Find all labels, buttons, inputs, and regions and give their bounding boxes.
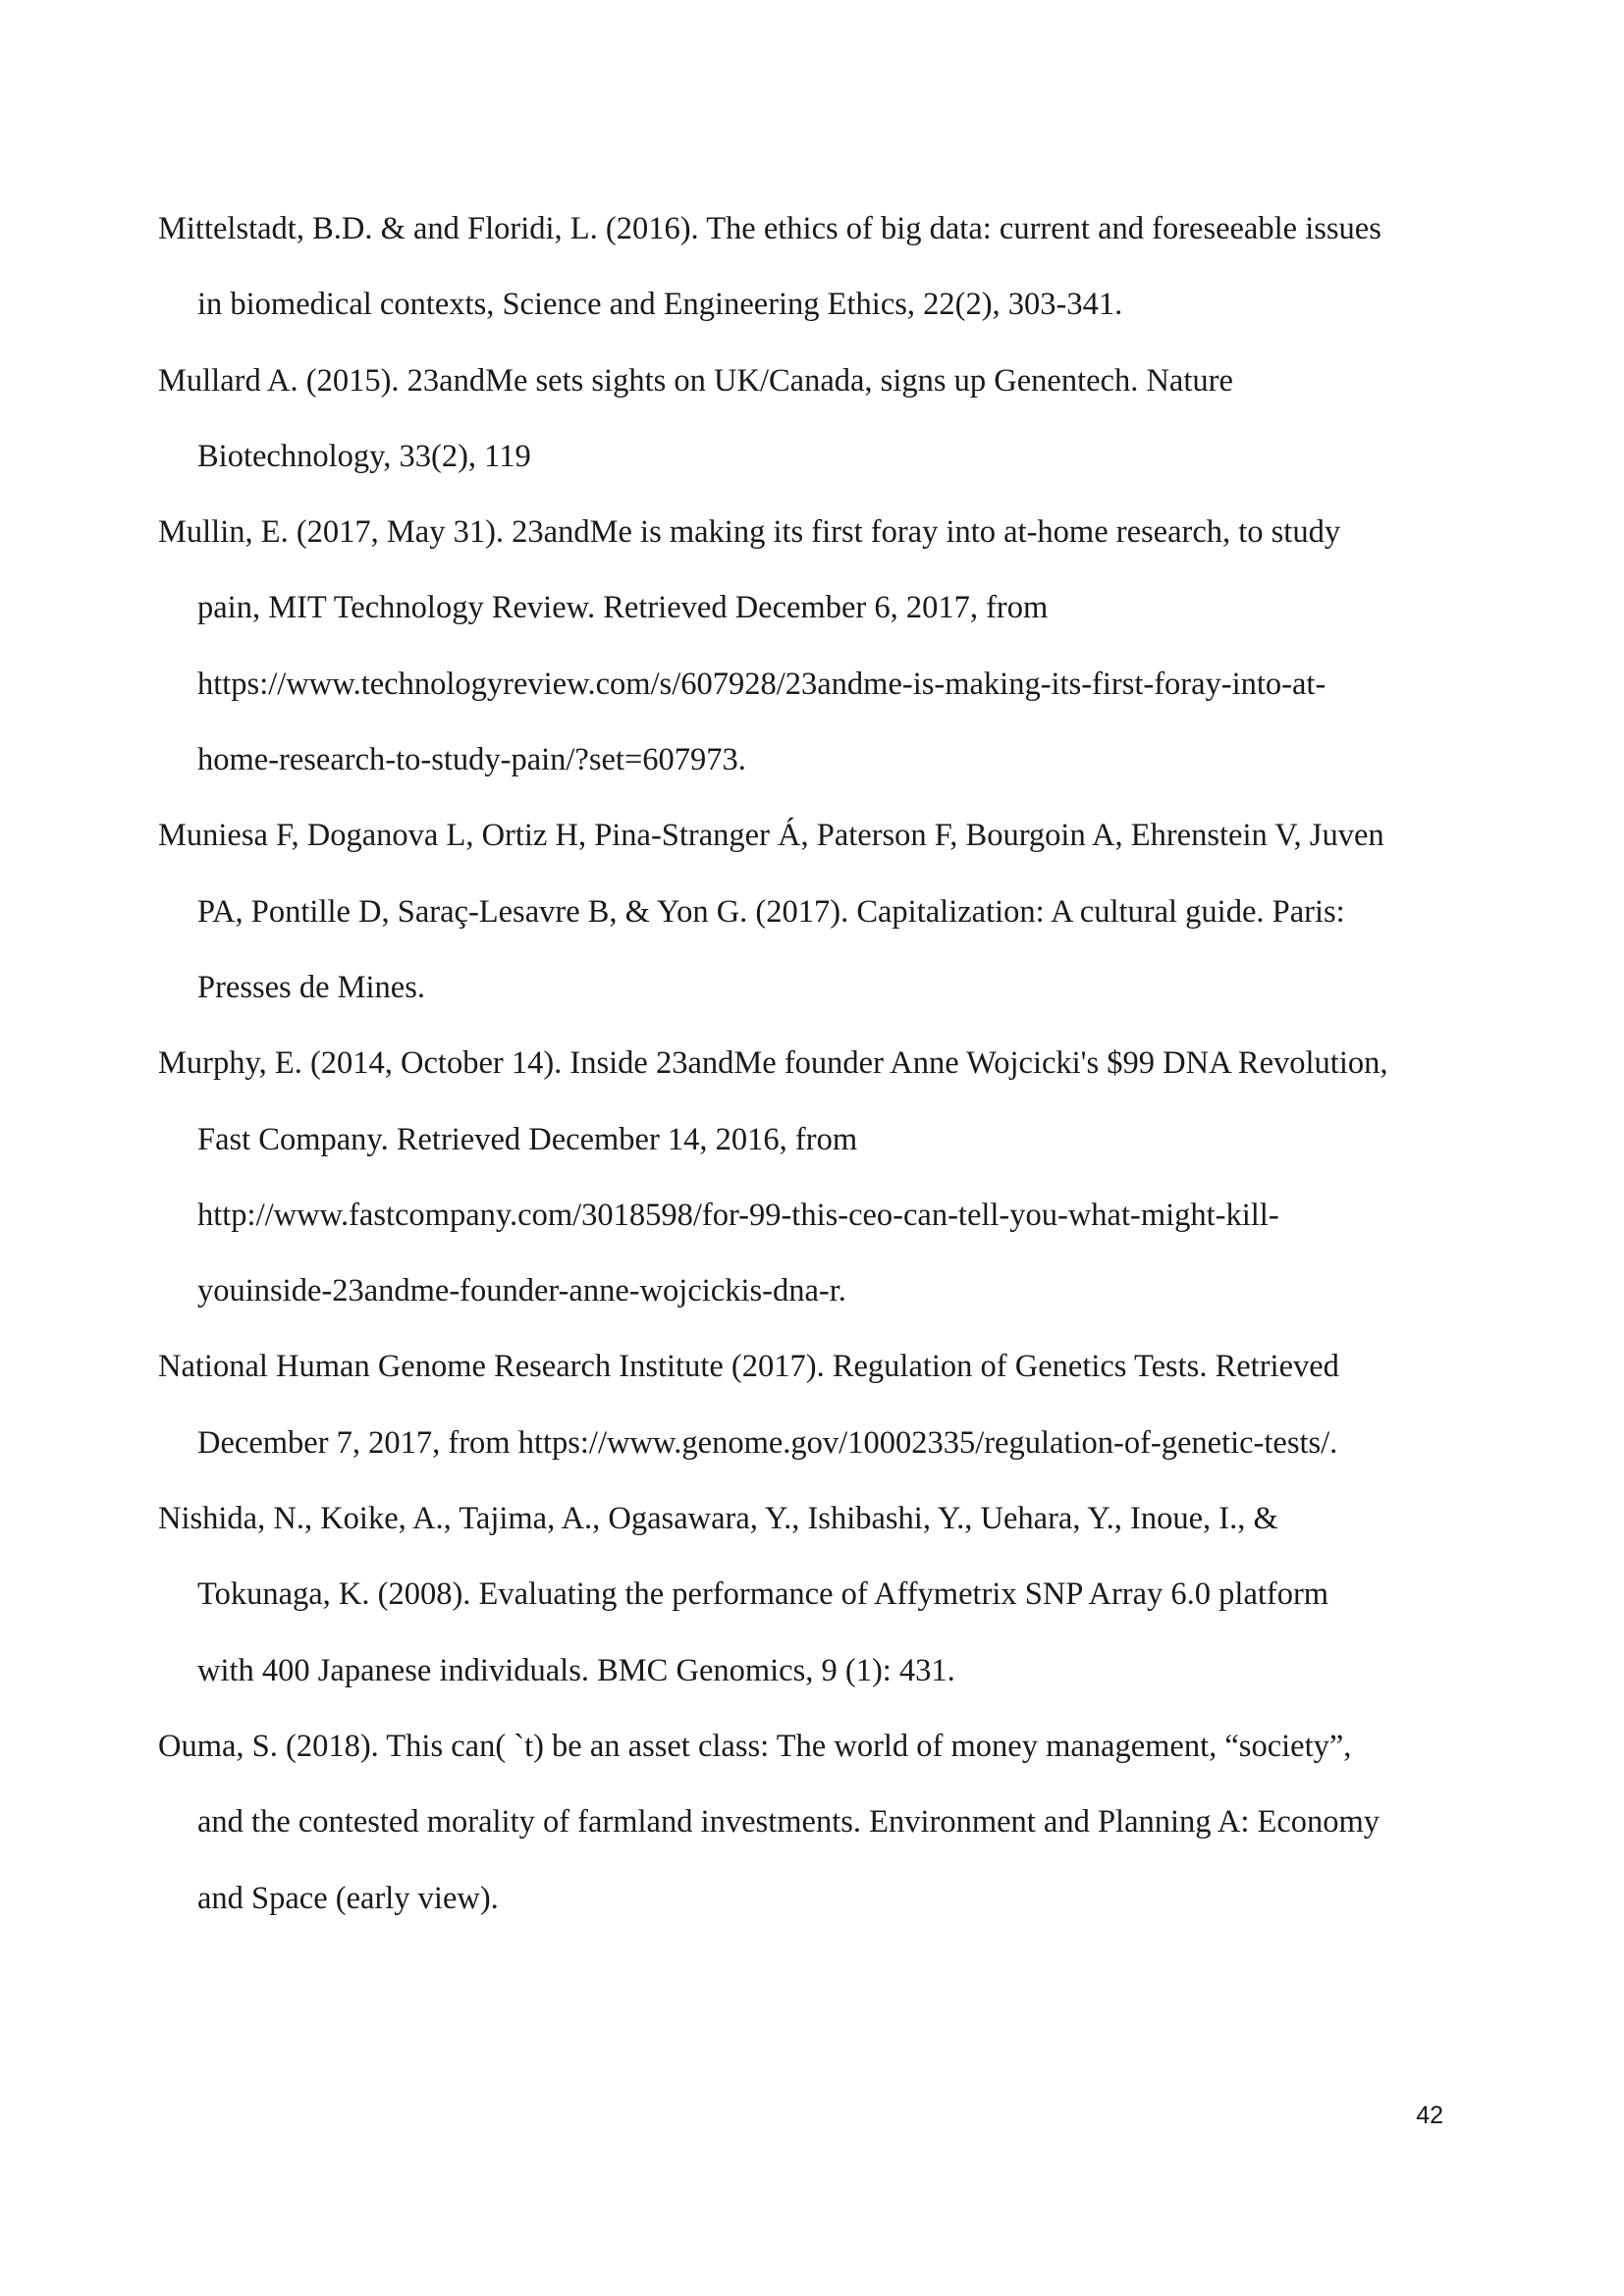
reference-entry <box>158 1709 1474 1937</box>
reference-entry <box>158 495 1474 798</box>
reference-line: with 400 Japanese individuals. BMC Genomics, 9 (1): 431. <box>197 1652 955 1688</box>
reference-line: and Space (early view). <box>197 1880 499 1916</box>
reference-entry <box>158 798 1474 1026</box>
reference-entry <box>158 1026 1474 1329</box>
reference-line: Murphy, E. (2014, October 14). Inside 23andMe founder Anne Wojcicki's $99 DNA Revolution, <box>158 1045 1388 1082</box>
reference-entry <box>158 1481 1474 1709</box>
reference-line: Mullard A. (2015). 23andMe sets sights on UK/Canada, signs up Genentech. Nature <box>158 362 1233 399</box>
reference-url-line: http://www.fastcompany.com/3018598/for-99-this-ceo-can-tell-you-what-might-kill- <box>197 1197 1279 1233</box>
reference-list <box>158 191 1474 1937</box>
reference-line: Nishida, N., Koike, A., Tajima, A., Ogasawara, Y., Ishibashi, Y., Uehara, Y., Inoue, I., & <box>158 1501 1278 1537</box>
reference-url-line: https://www.technologyreview.com/s/607928/23andme-is-making-its-first-foray-into-at- <box>197 666 1326 702</box>
reference-entry <box>158 191 1474 344</box>
reference-entry <box>158 1329 1474 1481</box>
reference-entry <box>158 344 1474 496</box>
reference-url-line: home-research-to-study-pain/?set=607973. <box>197 742 746 778</box>
reference-line: Mullin, E. (2017, May 31). 23andMe is making its first foray into at-home research, to study <box>158 514 1341 551</box>
page-number: 42 <box>1416 2102 1443 2129</box>
reference-line: Fast Company. Retrieved December 14, 2016, from <box>197 1121 858 1157</box>
reference-line: and the contested morality of farmland investments. Environment and Planning A: Economy <box>197 1804 1380 1841</box>
reference-line: Muniesa F, Doganova L, Ortiz H, Pina-Stranger Á, Paterson F, Bourgoin A, Ehrenstein V, Juven <box>158 818 1384 854</box>
reference-line: Presses de Mines. <box>197 969 425 1005</box>
reference-line: Biotechnology, 33(2), 119 <box>197 438 531 474</box>
reference-line: PA, Pontille D, Saraç-Lesavre B, & Yon G. (2017). Capitalization: A cultural guide. Paris: <box>197 893 1345 930</box>
reference-line: pain, MIT Technology Review. Retrieved December 6, 2017, from <box>197 590 1049 626</box>
reference-url-line: youinside-23andme-founder-anne-wojcickis-dna-r. <box>197 1273 846 1309</box>
reference-line: in biomedical contexts, Science and Engineering Ethics, 22(2), 303-341. <box>197 287 1123 323</box>
reference-line: National Human Genome Research Institute (2017). Regulation of Genetics Tests. Retrieved <box>158 1349 1339 1385</box>
reference-line: Tokunaga, K. (2008). Evaluating the performance of Affymetrix SNP Array 6.0 platform <box>197 1576 1329 1613</box>
reference-line: Ouma, S. (2018). This can( `t) be an asset class: The world of money management, “society”, <box>158 1728 1352 1764</box>
reference-line: Mittelstadt, B.D. & and Floridi, L. (2016). The ethics of big data: current and foreseeable issues <box>158 211 1381 246</box>
reference-line: December 7, 2017, from https://www.genome.gov/10002335/regulation-of-genetic-tests/. <box>197 1424 1338 1461</box>
